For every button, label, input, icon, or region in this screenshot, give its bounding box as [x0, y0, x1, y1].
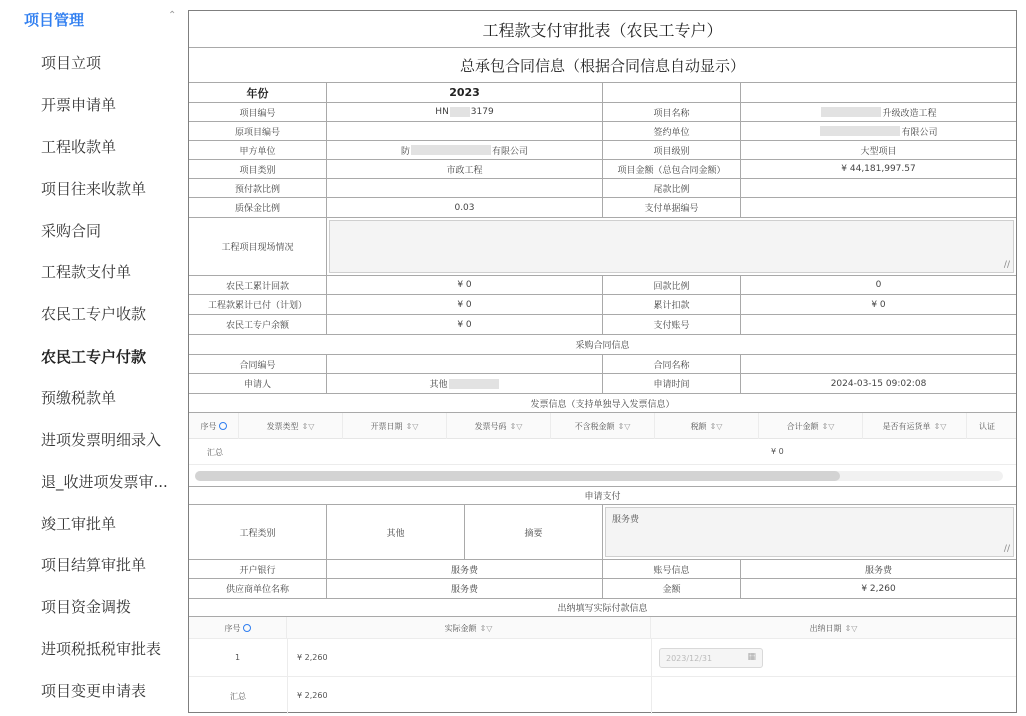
balance-value[interactable]: ¥ 0	[327, 315, 603, 334]
category-label: 项目类别	[189, 160, 327, 178]
settings-circle-icon[interactable]	[243, 624, 251, 632]
summary-value: 服务费	[612, 515, 640, 525]
project-code-label: 项目编号	[189, 103, 327, 121]
invoice-horizontal-scrollbar[interactable]	[195, 471, 1003, 481]
money-value[interactable]: ¥ 2,260	[861, 583, 896, 594]
sort-filter-icon[interactable]: ⇕▽	[821, 421, 835, 431]
sidebar-item-migrant-receipt[interactable]: 农民工专户收款	[41, 305, 147, 323]
party-a-prefix: 防	[400, 146, 410, 157]
contract-no-label: 合同编号	[189, 355, 327, 373]
project-code-value[interactable]	[327, 103, 603, 121]
site-textarea[interactable]	[329, 220, 1014, 273]
scrollbar-thumb[interactable]	[195, 471, 840, 481]
eng-type-row	[189, 505, 1016, 560]
invoice-section-title: 发票信息（支持单独导入发票信息）	[189, 394, 1016, 413]
divider	[651, 677, 652, 714]
invoice-summary-row	[189, 439, 1016, 465]
level-label: 项目级别	[603, 141, 741, 159]
project-name-value[interactable]	[741, 103, 1016, 121]
calendar-icon[interactable]: ▦	[747, 652, 756, 662]
supplier-label: 供应商单位名称	[189, 579, 327, 598]
sidebar-item-project-change[interactable]: 项目变更申请表	[41, 682, 147, 700]
cashier-row-index: 1	[235, 653, 241, 662]
sort-filter-icon[interactable]: ⇕▽	[405, 421, 419, 431]
orig-code-row	[189, 122, 1016, 141]
bank-label: 开户银行	[189, 560, 327, 578]
sidebar-item-engineering-payment[interactable]: 工程款支付单	[41, 263, 132, 281]
cashier-table	[189, 617, 1016, 714]
chevron-up-icon[interactable]: ⌃	[168, 10, 177, 21]
orig-code-value[interactable]	[327, 122, 603, 140]
bank-row	[189, 560, 1016, 579]
prepay-value[interactable]	[327, 179, 603, 197]
contract-name-label: 合同名称	[603, 355, 741, 373]
sort-filter-icon[interactable]: ⇕▽	[301, 421, 315, 431]
cum-received-label: 农民工累计回款	[189, 276, 327, 294]
cashier-row	[189, 639, 1016, 677]
year-value[interactable]: 2023	[327, 83, 603, 102]
project-code-suffix: 3179	[470, 107, 494, 117]
invoice-total-amount: ¥ 0	[771, 447, 784, 456]
invoice-col-date[interactable]	[343, 413, 447, 439]
bank-value[interactable]: 服务费	[327, 560, 603, 578]
col-label: 序号	[224, 623, 241, 633]
invoice-total-label: 汇总	[207, 448, 223, 457]
warranty-value[interactable]: 0.03	[327, 198, 603, 217]
pay-account-label: 支付账号	[603, 315, 741, 334]
sidebar-section-project-management[interactable]	[0, 0, 188, 40]
blank-cell	[603, 83, 741, 102]
cashier-table-header	[189, 617, 1016, 639]
prepay-row	[189, 179, 1016, 198]
divider	[287, 639, 288, 677]
invoice-col-index[interactable]	[189, 413, 239, 439]
sidebar-item-completion[interactable]: 竣工审批单	[41, 515, 117, 533]
payment-approval-form	[188, 10, 1017, 713]
sidebar-item-project-setup[interactable]: 项目立项	[41, 54, 102, 72]
year-row	[189, 83, 1016, 103]
col-label: 合计金额	[786, 421, 819, 431]
sign-unit-value[interactable]	[741, 122, 1016, 140]
balance-label: 农民工专户余额	[189, 315, 327, 334]
return-ratio-value[interactable]: 0	[875, 280, 882, 290]
contract-name-value[interactable]	[741, 355, 1016, 373]
sort-filter-icon[interactable]: ⇕▽	[709, 421, 723, 431]
cashier-total-amount: ¥ 2,260	[297, 691, 328, 700]
blank-cell	[741, 83, 1016, 102]
party-a-suffix: 有限公司	[492, 146, 529, 157]
form-subtitle: 总承包合同信息（根据合同信息自动显示）	[189, 48, 1016, 83]
site-label: 工程项目现场情况	[189, 218, 327, 275]
invoice-col-total[interactable]	[759, 413, 863, 439]
invoice-col-net[interactable]	[551, 413, 655, 439]
cum-received-value[interactable]: ¥ 0	[327, 276, 603, 294]
sidebar-section-title: 项目管理	[24, 11, 85, 29]
warranty-row	[189, 198, 1016, 218]
summary-label: 摘要	[465, 505, 603, 559]
sort-filter-icon[interactable]: ⇕▽	[933, 421, 947, 431]
supplier-value[interactable]: 服务费	[327, 579, 603, 598]
prepay-label: 预付款比例	[189, 179, 327, 197]
orig-code-label: 原项目编号	[189, 122, 327, 140]
summary-textarea[interactable]	[605, 507, 1014, 557]
col-label: 出纳日期	[809, 623, 842, 633]
warranty-label: 质保金比例	[189, 198, 327, 217]
redacted-block	[449, 379, 499, 389]
sidebar-item-migrant-payment[interactable]: 农民工专户付款	[41, 348, 147, 366]
sort-filter-icon[interactable]: ⇕▽	[479, 623, 493, 633]
category-value[interactable]: 市政工程	[327, 160, 603, 178]
category-row	[189, 160, 1016, 179]
sidebar-item-input-invoice-entry[interactable]: 进项发票明细录入	[41, 431, 162, 449]
cum-paid-row	[189, 295, 1016, 315]
party-a-value[interactable]	[327, 141, 603, 159]
party-a-row	[189, 141, 1016, 160]
cashier-date-picker[interactable]	[659, 648, 763, 668]
apply-time-value[interactable]: 2024-03-15 09:02:08	[830, 378, 927, 389]
invoice-col-auth[interactable]	[967, 413, 1016, 439]
final-value[interactable]	[741, 179, 1016, 197]
sidebar-item-purchase-contract[interactable]: 采购合同	[41, 222, 102, 240]
account-info-label: 账号信息	[603, 560, 741, 578]
account-info-value[interactable]: 服务费	[864, 565, 892, 576]
applicant-prefix: 其他	[429, 380, 448, 390]
cashier-col-date[interactable]	[651, 617, 1016, 639]
pay-account-value[interactable]	[741, 315, 1016, 334]
cashier-date-value: 2023/12/31	[666, 653, 713, 663]
contract-no-value[interactable]	[327, 355, 603, 373]
col-label: 是否有运货单	[882, 421, 931, 431]
sidebar-item-fund-transfer[interactable]: 项目资金调拨	[41, 598, 132, 616]
pay-no-label: 支付单据编号	[603, 198, 741, 217]
redacted-block	[450, 107, 470, 117]
cum-received-row	[189, 276, 1016, 295]
purchase-section-title: 采购合同信息	[189, 335, 1016, 355]
balance-row	[189, 315, 1016, 335]
col-label: 税额	[690, 421, 707, 431]
sidebar-item-return-invoice[interactable]: 退_收进项发票审...	[41, 473, 168, 491]
col-label: 实际金额	[444, 623, 477, 633]
site-row	[189, 218, 1016, 276]
apply-time-label: 申请时间	[603, 374, 741, 393]
col-label: 发票类型	[266, 421, 299, 431]
party-a-label: 甲方单位	[189, 141, 327, 159]
cashier-summary-row	[189, 677, 1016, 714]
divider	[651, 639, 652, 677]
applicant-row	[189, 374, 1016, 394]
sidebar-item-engineering-receipt[interactable]: 工程收款单	[41, 138, 117, 156]
cum-deduct-value[interactable]: ¥ 0	[871, 299, 886, 310]
level-value[interactable]: 大型项目	[860, 146, 897, 157]
sign-unit-suffix: 有限公司	[901, 127, 938, 138]
sidebar-item-prepaid-tax[interactable]: 预缴税款单	[41, 389, 117, 407]
col-label: 开票日期	[370, 421, 403, 431]
sort-filter-icon[interactable]: ⇕▽	[844, 623, 858, 633]
resize-grip-icon[interactable]: ∕∕	[1003, 544, 1010, 554]
invoice-col-type[interactable]	[239, 413, 343, 439]
redacted-block	[820, 126, 900, 136]
sign-unit-label: 签约单位	[603, 122, 741, 140]
project-code-row	[189, 103, 1016, 122]
cashier-col-index[interactable]	[189, 617, 287, 639]
col-label: 发票号码	[474, 421, 507, 431]
invoice-col-waybill[interactable]	[863, 413, 967, 439]
project-name-label: 项目名称	[603, 103, 741, 121]
invoice-table	[189, 413, 1016, 487]
col-label: 认证	[979, 421, 995, 431]
sidebar	[0, 0, 188, 716]
applicant-label: 申请人	[189, 374, 327, 393]
divider	[287, 677, 288, 714]
sidebar-item-settlement[interactable]: 项目结算审批单	[41, 556, 147, 574]
cashier-total-label: 汇总	[230, 692, 246, 701]
pay-no-value[interactable]	[741, 198, 1016, 217]
form-title: 工程款支付审批表（农民工专户）	[189, 11, 1016, 48]
invoice-table-header	[189, 413, 1016, 439]
amount-value[interactable]: ¥ 44,181,997.57	[841, 164, 916, 174]
year-label: 年份	[189, 83, 327, 102]
col-label: 不含税金额	[574, 421, 615, 431]
project-name-suffix: 升级改造工程	[882, 108, 937, 119]
cum-paid-label: 工程款累计已付（计划）	[189, 295, 327, 314]
cum-deduct-label: 累计扣款	[603, 295, 741, 314]
sidebar-item-project-receipt[interactable]: 项目往来收款单	[41, 180, 147, 198]
sort-filter-icon[interactable]: ⇕▽	[617, 421, 631, 431]
col-label: 序号	[200, 421, 217, 431]
return-ratio-label: 回款比例	[603, 276, 741, 294]
redacted-block	[411, 145, 491, 155]
apply-pay-section-title: 申请支付	[189, 487, 1016, 505]
cashier-row-amount[interactable]: ¥ 2,260	[297, 653, 328, 662]
invoice-col-tax[interactable]	[655, 413, 759, 439]
eng-type-label: 工程类别	[189, 505, 327, 559]
money-label: 金额	[603, 579, 741, 598]
project-code-prefix: HN	[435, 107, 449, 117]
cashier-col-amount[interactable]	[287, 617, 651, 639]
settings-circle-icon[interactable]	[219, 422, 227, 430]
sort-filter-icon[interactable]: ⇕▽	[509, 421, 523, 431]
amount-label: 项目金额（总包合同金额）	[603, 160, 741, 178]
supplier-row	[189, 579, 1016, 599]
resize-grip-icon[interactable]: ∕∕	[1003, 260, 1010, 270]
invoice-col-number[interactable]	[447, 413, 551, 439]
contract-row	[189, 355, 1016, 374]
redacted-block	[821, 107, 881, 117]
cashier-section-title: 出纳填写实际付款信息	[189, 599, 1016, 617]
cum-paid-value[interactable]: ¥ 0	[327, 295, 603, 314]
sidebar-item-input-tax-deduction[interactable]: 进项税抵税审批表	[41, 640, 162, 658]
sidebar-item-invoice-request[interactable]: 开票申请单	[41, 96, 117, 114]
eng-type-value[interactable]: 其他	[327, 505, 465, 559]
final-label: 尾款比例	[603, 179, 741, 197]
applicant-value[interactable]	[327, 374, 603, 393]
